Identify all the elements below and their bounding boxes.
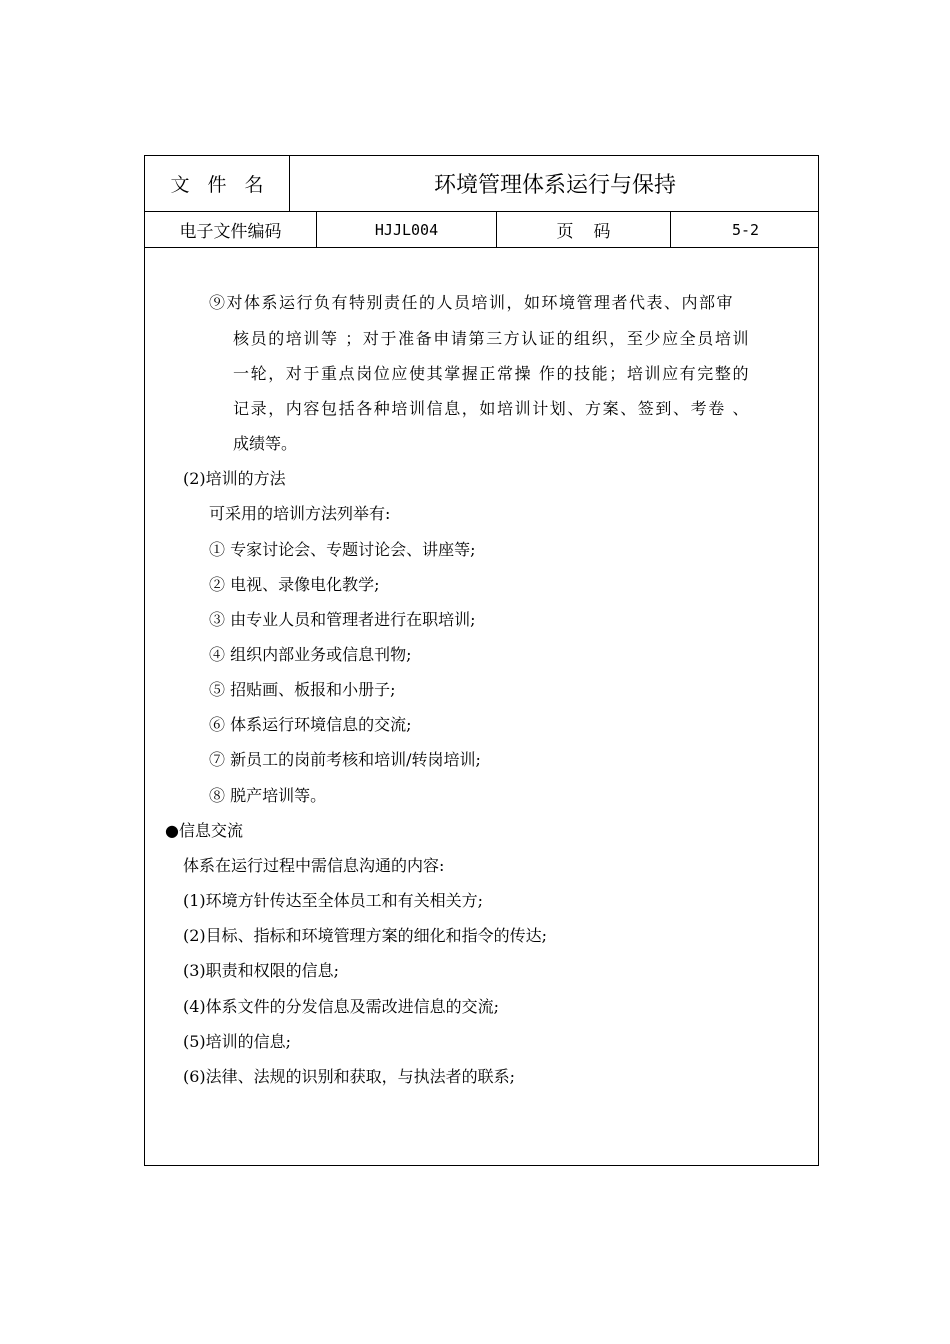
page-label-cell: [497, 212, 671, 247]
info-item: (1)环境方针传达至全体员工和有关相关方;: [183, 891, 484, 910]
method-item: ④ 组织内部业务或信息刊物;: [209, 645, 412, 664]
method-heading: (2)培训的方法: [183, 469, 286, 488]
info-item: (2)目标、指标和环境管理方案的细化和指令的传达;: [183, 926, 548, 945]
title-cell: [290, 156, 820, 211]
code-label: 电子文件编码: [179, 222, 282, 242]
item9-line: ⑨对体系运行负有特别责任的人员培训，如环境管理者代表、内部审: [209, 293, 735, 312]
method-item: ⑧ 脱产培训等。: [209, 786, 327, 805]
item9-line: 成绩等。: [233, 434, 298, 453]
info-item: (3)职责和权限的信息;: [183, 961, 340, 980]
file-name-label-cell: [145, 156, 290, 211]
page-label: 页码: [556, 222, 631, 242]
header-row-title: [145, 156, 818, 212]
method-item: ⑦ 新员工的岗前考核和培训/转岗培训;: [209, 750, 481, 769]
document-frame: [144, 155, 819, 1166]
info-item: (5)培训的信息;: [183, 1032, 292, 1051]
item9-line: 记录，内容包括各种培训信息，如培训计划、方案、签到、考卷 、: [233, 399, 751, 418]
info-item: (6)法律、法规的识别和获取，与执法者的联系;: [183, 1067, 516, 1086]
method-item: ⑤ 招贴画、板报和小册子;: [209, 680, 396, 699]
method-item: ① 专家讨论会、专题讨论会、讲座等;: [209, 540, 476, 559]
code-value: HJJL004: [374, 220, 439, 239]
item9-line: 一轮，对于重点岗位应使其掌握正常操 作的技能；培训应有完整的: [233, 364, 751, 383]
method-item: ② 电视、录像电化教学;: [209, 575, 380, 594]
info-heading: ●信息交流: [165, 821, 243, 840]
info-intro: 体系在运行过程中需信息沟通的内容:: [183, 856, 445, 875]
document-title: 环境管理体系运行与保持: [433, 173, 676, 198]
method-intro: 可采用的培训方法列举有:: [209, 504, 391, 523]
info-item: (4)体系文件的分发信息及需改进信息的交流;: [183, 997, 500, 1016]
item9-line: 核员的培训等 ；对于准备申请第三方认证的组织，至少应全员培训: [233, 329, 751, 348]
code-value-cell: [317, 212, 497, 247]
file-name-label: 文件名: [170, 174, 282, 196]
method-item: ③ 由专业人员和管理者进行在职培训;: [209, 610, 476, 629]
header-row-code: [145, 212, 818, 248]
page-value-cell: [671, 212, 820, 247]
page-value: 5-2: [731, 220, 760, 239]
code-label-cell: [145, 212, 317, 247]
method-item: ⑥ 体系运行环境信息的交流;: [209, 715, 412, 734]
